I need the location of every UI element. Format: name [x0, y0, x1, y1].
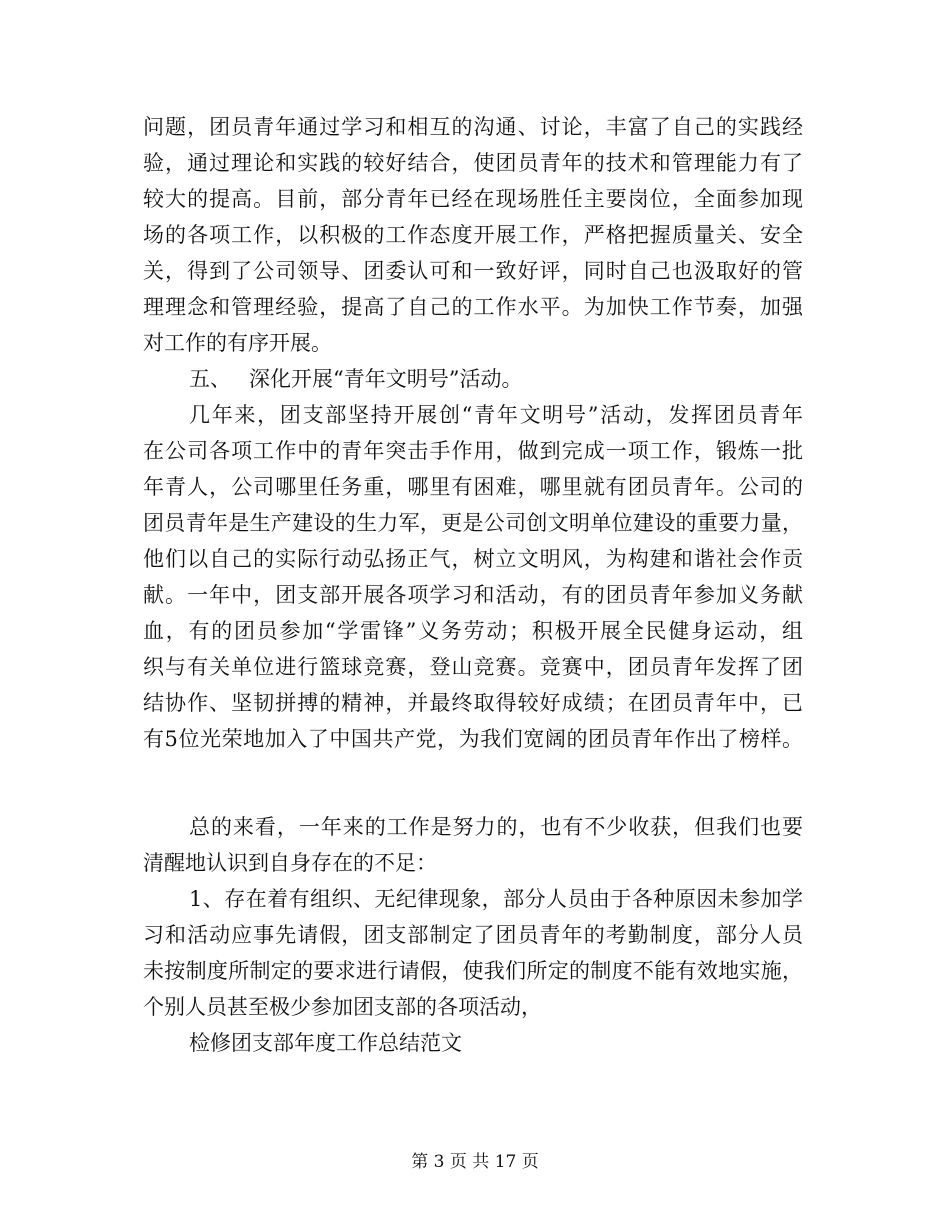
section-heading	[189, 365, 803, 393]
body-line: 团员青年是生产建设的生力军，更是公司创文明单位建设的重要力量，	[143, 511, 803, 535]
body-line: 在公司各项工作中的青年突击手作用，做到完成一项工作，锻炼一批	[143, 439, 803, 463]
body-line: 几年来，团支部坚持开展创“青年文明号”活动，发挥团员青年	[189, 403, 803, 427]
section-title: 深化开展“青年文明号”活动。	[249, 367, 523, 391]
body-line: 有5位光荣地加入了中国共产党，为我们宽阔的团员青年作出了榜样。	[143, 727, 803, 751]
body-line: 结协作、坚韧拼搏的精神，并最终取得较好成绩；在团员青年中，已	[143, 691, 803, 715]
body-line: 习和活动应事先请假，团支部制定了团员青年的考勤制度，部分人员	[143, 923, 803, 947]
body-line: 对工作的有序开展。	[143, 331, 332, 355]
body-line: 清醒地认识到自身存在的不足：	[143, 851, 437, 875]
body-line: 总的来看，一年来的工作是努力的，也有不少收获，但我们也要	[189, 815, 803, 839]
body-line: 血，有的团员参加“学雷锋”义务劳动；积极开展全民健身运动，组	[143, 619, 803, 643]
body-line: 个别人员甚至极少参加团支部的各项活动，	[143, 995, 542, 1019]
body-line: 问题，团员青年通过学习和相互的沟通、讨论，丰富了自己的实践经	[143, 115, 803, 139]
body-line: 关，得到了公司领导、团委认可和一致好评，同时自己也汲取好的管	[143, 259, 803, 283]
document-title-line: 检修团支部年度工作总结范文	[189, 1031, 462, 1055]
body-line: 理理念和管理经验，提高了自己的工作水平。为加快工作节奏，加强	[143, 295, 803, 319]
body-line: 献。一年中，团支部开展各项学习和活动，有的团员青年参加义务献	[143, 583, 803, 607]
body-line: 他们以自己的实际行动弘扬正气，树立文明风，为构建和谐社会作贡	[143, 547, 803, 571]
body-line: 未按制度所制定的要求进行请假，使我们所定的制度不能有效地实施，	[143, 959, 803, 983]
section-number: 五、	[189, 367, 231, 391]
body-line: 织与有关单位进行篮球竞赛，登山竞赛。竞赛中，团员青年发挥了团	[143, 655, 803, 679]
body-line: 较大的提高。目前，部分青年已经在现场胜任主要岗位，全面参加现	[143, 187, 803, 211]
body-line: 场的各项工作，以积极的工作态度开展工作，严格把握质量关、安全	[143, 223, 803, 247]
body-line: 1、存在着有组织、无纪律现象，部分人员由于各种原因未参加学	[189, 887, 803, 911]
page-number-footer: 第 3 页 共 17 页	[411, 1152, 539, 1172]
body-line: 验，通过理论和实践的较好结合，使团员青年的技术和管理能力有了	[143, 151, 803, 175]
body-line: 年青人，公司哪里任务重，哪里有困难，哪里就有团员青年。公司的	[143, 475, 803, 499]
